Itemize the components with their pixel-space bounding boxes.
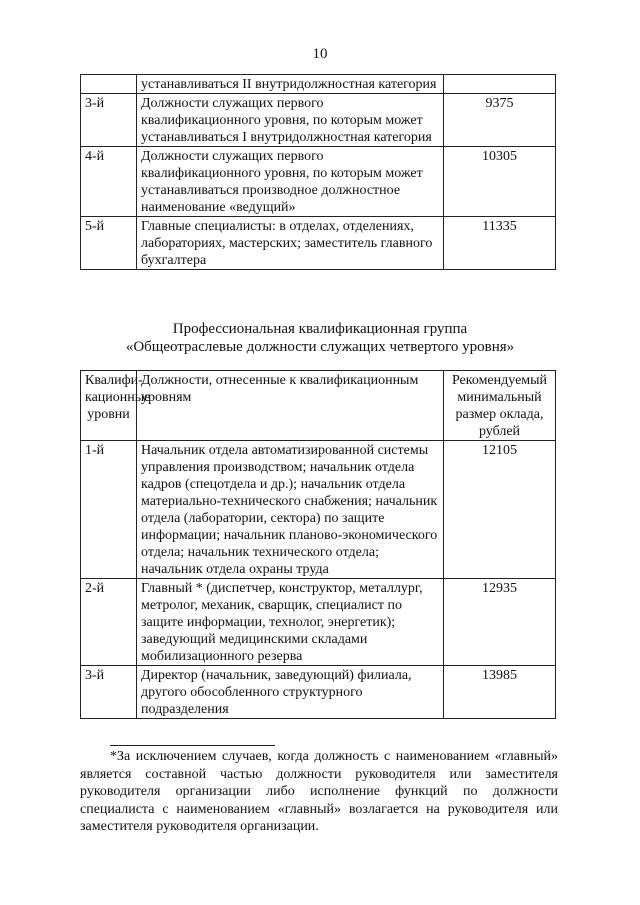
- table-header-row: [81, 371, 556, 441]
- group-title: [0, 320, 640, 356]
- level-cell: 4-й: [81, 147, 137, 217]
- group-title-line2: «Общеотраслевые должности служащих четвертого уровня»: [125, 339, 515, 355]
- position-cell: Должности служащих первого квалификационного уровня, по которым может устанавливаться производное должностное наименование «ведущий»: [137, 147, 444, 217]
- table-row: [81, 75, 556, 94]
- footnote: *За исключением случаев, когда должность с наименованием «главный» является составной частью должности руководителя или заместителя руководителя организации либо исполнение функций по должности специалиста с наименованием «главный» возлагается на руководителя или заместителя руководителя организации.: [80, 749, 558, 834]
- table-row: [81, 94, 556, 147]
- level-cell: 1-й: [81, 441, 137, 579]
- table-row: [81, 441, 556, 579]
- salary-cell: 9375: [444, 94, 556, 147]
- page-number: 10: [312, 46, 328, 62]
- position-cell: Директор (начальник, заведующий) филиала, другого обособленного структурного подразделения: [137, 666, 444, 719]
- salary-cell: 13985: [444, 666, 556, 719]
- header-level: Квалифи-кационные уровни: [81, 371, 137, 441]
- position-cell: Главные специалисты: в отделах, отделениях, лабораториях, мастерских; заместитель главного бухгалтера: [137, 217, 444, 270]
- salary-cell: 12105: [444, 441, 556, 579]
- position-cell: Главный * (диспетчер, конструктор, металлург, метролог, механик, сварщик, специалист по защите информации, технолог, энергетик); заведующий медицинскими складами мобилизационного резерва: [137, 579, 444, 666]
- salary-cell: 12935: [444, 579, 556, 666]
- table-row: [81, 666, 556, 719]
- header-salary: Рекомендуемый минимальный размер оклада, рублей: [444, 371, 556, 441]
- footnote-divider: [110, 745, 275, 746]
- position-cell: Должности служащих первого квалификационного уровня, по которым может устанавливаться I внутридолжностная категория: [137, 94, 444, 147]
- salary-cell: 10305: [444, 147, 556, 217]
- qualification-table-continued: [80, 74, 556, 270]
- salary-cell: 11335: [444, 217, 556, 270]
- position-cell: Начальник отдела автоматизированной системы управления производством; начальник отдела кадров (спецотдела и др.); начальник отдела материально-технического снабжения; начальник отдела (лаборатории, сектора) по защите информации; начальник планово-экономического отдела; начальник технического отдела; начальник отдела охраны труда: [137, 441, 444, 579]
- table-row: [81, 579, 556, 666]
- qualification-table-fourth-level: [80, 370, 556, 719]
- level-cell: 3-й: [81, 666, 137, 719]
- level-cell: 3-й: [81, 94, 137, 147]
- group-title-line1: Профессиональная квалификационная группа: [172, 321, 468, 337]
- level-cell: 2-й: [81, 579, 137, 666]
- salary-cell: [444, 75, 556, 94]
- level-cell: [81, 75, 137, 94]
- position-cell: устанавливаться II внутридолжностная категория: [137, 75, 444, 94]
- level-cell: 5-й: [81, 217, 137, 270]
- header-position: Должности, отнесенные к квалификационным уровням: [137, 371, 444, 441]
- table-row: [81, 217, 556, 270]
- table-row: [81, 147, 556, 217]
